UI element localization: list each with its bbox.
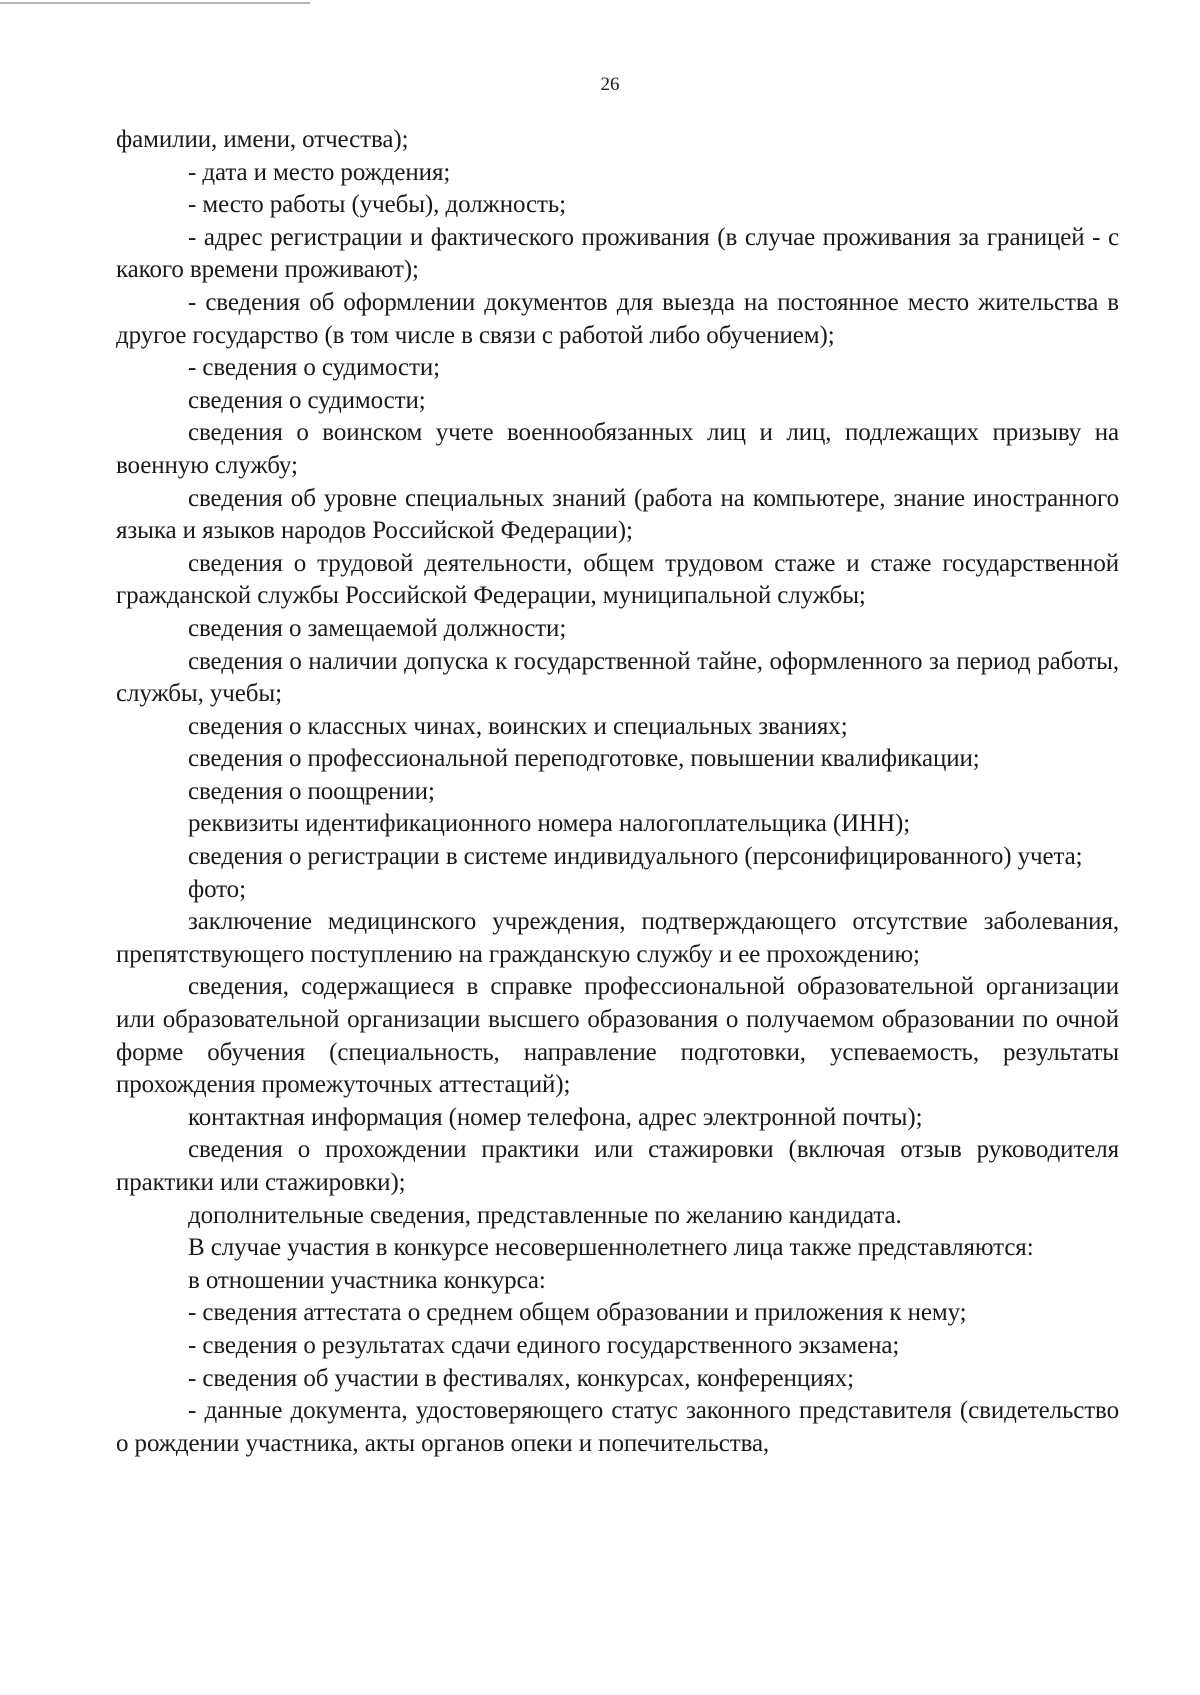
document-body: [116, 124, 1119, 1460]
paragraph: реквизиты идентификационного номера налогоплательщика (ИНН);: [188, 810, 911, 838]
paragraph: сведения о судимости;: [188, 386, 426, 414]
list-item: - данные документа, удостоверяющего статус законного представителя (свидетельство о рождении участника, акты органов опеки и попечительства,: [116, 1397, 1119, 1457]
paragraph: сведения об уровне специальных знаний (работа на компьютере, знание иностранного языка и языков народов Российской Федерации);: [116, 484, 1119, 545]
list-item: - место работы (учебы), должность;: [188, 191, 566, 219]
list-item: - адрес регистрации и фактического проживания (в случае проживания за границей - с какого времени проживают);: [116, 223, 1119, 284]
paragraph: сведения о прохождении практики или стажировки (включая отзыв руководителя практики или стажировки);: [116, 1136, 1119, 1196]
paragraph: сведения о поощрении;: [188, 777, 435, 805]
paragraph: в отношении участника конкурса:: [188, 1266, 546, 1294]
paragraph: сведения о трудовой деятельности, общем трудовом стаже и стаже государственной гражданской службы Российской Федерации, муниципальной службы;: [116, 549, 1119, 610]
list-item: - сведения о результатах сдачи единого государственного экзамена;: [188, 1331, 900, 1359]
list-item: - сведения аттестата о среднем общем образовании и приложения к нему;: [188, 1299, 967, 1327]
list-item: - сведения о судимости;: [188, 354, 440, 382]
paragraph: фото;: [188, 875, 246, 903]
paragraph: дополнительные сведения, представленные по желанию кандидата.: [188, 1201, 902, 1229]
page-number: 26: [600, 74, 620, 95]
paragraph: контактная информация (номер телефона, адрес электронной почты);: [188, 1103, 923, 1131]
paragraph: В случае участия в конкурсе несовершеннолетнего лица также представляются:: [188, 1234, 1034, 1262]
paragraph: сведения о воинском учете военнообязанных лиц и лиц, подлежащих призыву на военную службу;: [116, 419, 1119, 479]
paragraph: заключение медицинского учреждения, подтверждающего отсутствие заболевания, препятствующего поступлению на гражданскую службу и ее прохождению;: [116, 908, 1119, 968]
paragraph: фамилии, имени, отчества);: [116, 126, 409, 153]
paragraph: сведения о профессиональной переподготовке, повышении квалификации;: [188, 745, 980, 773]
list-item: - сведения об участии в фестивалях, конкурсах, конференциях;: [188, 1364, 854, 1392]
list-item: - дата и место рождения;: [188, 158, 451, 186]
paragraph: сведения о замещаемой должности;: [188, 614, 567, 642]
paragraph: сведения о наличии допуска к государственной тайне, оформленного за период работы, службы, учебы;: [116, 647, 1119, 708]
paragraph: сведения о регистрации в системе индивидуального (персонифицированного) учета;: [188, 843, 1083, 871]
scan-artifact-line: [0, 2, 310, 4]
paragraph: сведения о классных чинах, воинских и специальных званиях;: [188, 712, 848, 740]
list-item: - сведения об оформлении документов для выезда на постоянное место жительства в другое государство (в том числе в связи с работой либо обучением);: [116, 288, 1119, 349]
paragraph: сведения, содержащиеся в справке профессиональной образовательной организации или образовательной организации высшего образования о получаемом образовании по очной форме обучения (специальность, направление подготовки, успеваемость, результаты прохождения промежуточных аттестаций);: [116, 973, 1119, 1099]
